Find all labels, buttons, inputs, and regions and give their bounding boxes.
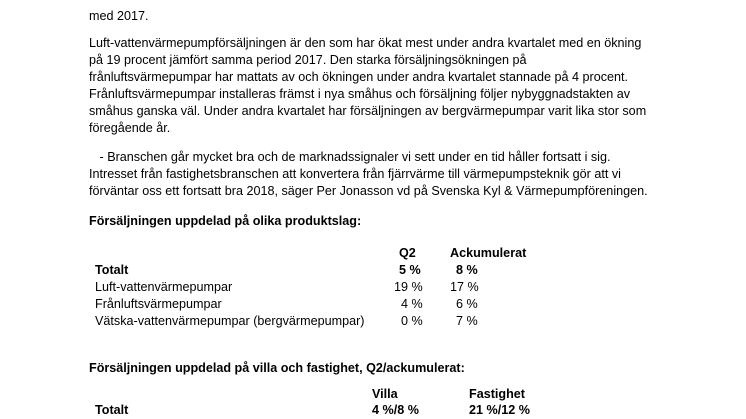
col-fastighet-header: Fastighet: [469, 387, 525, 401]
row-label: Totalt: [95, 403, 129, 417]
paragraph-line: frånluftsvärmepumpar har mattats av och ökningen under andra kvartalet stannade på 4 procent.: [89, 70, 629, 84]
row-acc: 17 %: [450, 280, 479, 294]
row-label: Frånluftsvärmepumpar: [95, 297, 222, 311]
paragraph-line: småhus ganska väl. Under andra kvartalet har försäljningen av bergvärmepumpar varit lika stor som: [89, 104, 647, 118]
paragraph-line: på 19 procent jämfört samma period 2017. Den starka försäljningsökningen på: [89, 53, 527, 67]
table2-heading: Försäljningen uppdelad på villa och fastighet, Q2/ackumulerat:: [89, 361, 465, 375]
row-q2: 19 %: [394, 280, 423, 294]
table-row: [89, 402, 689, 419]
row-q2: 4 %: [401, 297, 423, 311]
row-villa: 4 %/8 %: [372, 403, 419, 417]
table1-header-row: [89, 245, 689, 262]
col-villa-header: Villa: [372, 387, 398, 401]
table-row: [89, 279, 689, 296]
table-row: [89, 313, 689, 330]
row-label: Totalt: [95, 263, 129, 277]
row-fastighet: 21 %/12 %: [469, 403, 530, 417]
quote-line: - Branschen går mycket bra och de marknadssignaler vi sett under en tid håller fortsatt i sig.: [89, 150, 611, 164]
row-acc: 7 %: [456, 314, 478, 328]
col-q2-header: Q2: [399, 246, 416, 260]
row-acc: 8 %: [456, 263, 478, 277]
quote-line: Intresset från fastighetsbranschen att konvertera från fjärrvärme till värmepumpsteknik gör att vi: [89, 167, 621, 181]
col-acc-header: Ackumulerat: [450, 246, 527, 260]
table1-heading: Försäljningen uppdelad på olika produktslag:: [89, 214, 362, 228]
cut-off-line: med 2017.: [89, 9, 149, 23]
quote-line: förväntar oss ett fortsatt bra 2018, säger Per Jonasson vd på Svenska Kyl & Värmepumpföreningen.: [89, 184, 648, 198]
row-q2: 5 %: [399, 263, 421, 277]
table-row: [89, 262, 689, 279]
paragraph-line: Luft-vattenvärmepumpförsäljningen är den som har ökat mest under andra kvartalet med en ökning: [89, 36, 642, 50]
row-label: Vätska-vattenvärmepumpar (bergvärmepumpar): [95, 314, 365, 328]
table-row: [89, 296, 689, 313]
table2-header-row: [89, 386, 689, 403]
paragraph-line: Frånluftsvärmepumpar installeras främst i nya småhus och försäljning följer nybyggnadstakten av: [89, 87, 631, 101]
row-acc: 6 %: [456, 297, 478, 311]
paragraph-line: föregående år.: [89, 121, 171, 135]
row-label: Luft-vattenvärmepumpar: [95, 280, 233, 294]
row-q2: 0 %: [401, 314, 423, 328]
